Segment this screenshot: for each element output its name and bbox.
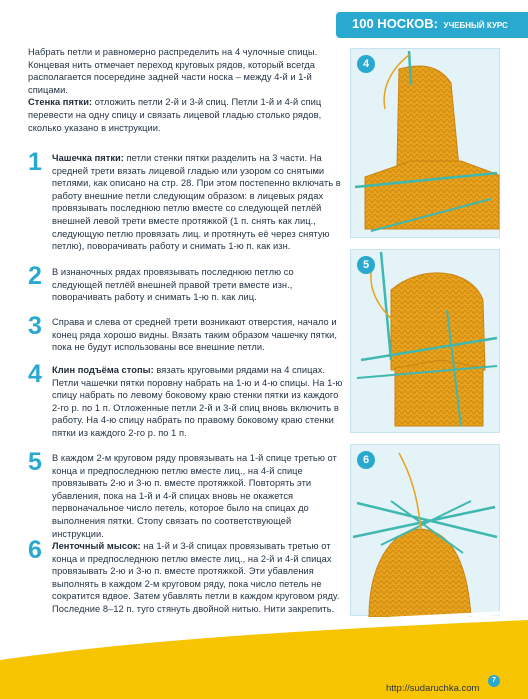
header-title xyxy=(352,16,508,31)
step-number: 1 xyxy=(28,148,42,176)
step-2 xyxy=(28,262,343,304)
step-body: В каждом 2-м круговом ряду провязывать на 1-й спице третью от конца и предпоследнюю петлю вместе лиц., на 4-й спице провязывать 2-ю и 3-ю п. вместе протяжкой. Повторять эти убавления, пока на 1-й и 4-й спицах вновь не окажется первоначальное число петель, которое было на спицах до выполнения пятки. Стопу связать по соответствующей инструкции. xyxy=(52,453,337,539)
step-body: петли стенки пятки разделить на 3 части. На средней трети вязать лицевой гладью или узором со снятыми петлями, как описано на стр. 28. При этом постепенно включать в работу внешние петли следующим образом: в лицевых рядах провязывать последнюю петлю вместе со следующей петлёй внешней левой трети вместе протяжкой (1 п. снять как лиц., следующую петлю провязать лиц. и протянуть её через снятую петлю), поворачивать работу и снимать 1-ю п. как изн. xyxy=(52,153,341,252)
panel-number-badge: 4 xyxy=(357,55,375,73)
heel-wall-text: отложить петли 2-й и 3-й спиц. Петли 1-й и 4-й спиц перевести на одну спицу и связать лицевой гладью столько рядов, сколько указано в инструкции. xyxy=(28,97,322,133)
step-text xyxy=(52,152,343,253)
step-body: Справа и слева от средней трети возникают отверстия, начало и конец ряда хорошо видны. Вязать таким образом чашечку пятки, пока не будут использованы все внешние петли. xyxy=(52,317,338,353)
step-text xyxy=(52,364,343,440)
panel-number-badge: 6 xyxy=(357,451,375,469)
illustration-panel-6 xyxy=(350,444,500,616)
header-subtitle: УЧЕБНЫЙ КУРС xyxy=(443,21,508,30)
page-number: 7 xyxy=(488,675,500,687)
heel-cup-illustration xyxy=(351,250,501,434)
step-text xyxy=(52,266,343,304)
header-title-main: 100 НОСКОВ: xyxy=(352,16,438,31)
heel-wall-heading: Стенка пятки: xyxy=(28,97,93,108)
step-text xyxy=(52,452,343,540)
toe-illustration xyxy=(351,445,501,617)
watermark-url[interactable]: http://sudaruchka.com xyxy=(386,683,480,694)
step-5 xyxy=(28,448,343,540)
step-number: 6 xyxy=(28,536,42,564)
step-text xyxy=(52,316,343,354)
illustration-panel-4 xyxy=(350,48,500,238)
step-number: 5 xyxy=(28,448,42,476)
heel-wall-paragraph xyxy=(28,96,343,134)
step-number: 4 xyxy=(28,360,42,388)
step-1 xyxy=(28,148,343,253)
step-3 xyxy=(28,312,343,354)
heel-flap-illustration xyxy=(351,49,501,239)
text-column xyxy=(28,46,343,614)
step-body: В изнаночных рядах провязывать последнюю петлю со следующей петлёй внешней правой трети вместе изн., поворачивать работу и снимать 1-ю п. как лиц. xyxy=(52,267,294,303)
step-body: на 1-й и 3-й спицах провязывать третью от конца и предпоследнюю петлю вместе лиц., на 2-й и 4-й спицах провязывать 2-ю и 3-ю п. вместе протяжкой. Эти убавления выполнять в каждом 2-м круговом ряду, пока число петель не сократится вдвое. Затем убавлять петли в каждом круговом ряду. Последние 8–12 п. туго стянуть двойной нитью. Нити закрепить. xyxy=(52,541,340,614)
step-number: 3 xyxy=(28,312,42,340)
step-body: вязать круговыми рядами на 4 спицах. Петли чашечки пятки поровну набрать на 1-ю и 4-ю спицы. На 1-ю спицу набрать по левому боковому краю стенки пятки из каждого 2-го р. по 1 п. Отложенные петли 2-й и 3-й спиц вновь включить в работу. На 4-ю спицу набрать по правому боковому краю стенки пятки из каждого 2-го р. по 1 п. xyxy=(52,365,343,438)
intro-paragraph: Набрать петли и равномерно распределить на 4 чулочные спицы. Концевая нить отмечает переход круговых рядов, который всегда располагается посередине задней части носка – между 4-й и 1-й спицами. xyxy=(28,47,318,95)
step-heading: Чашечка пятки: xyxy=(52,153,124,163)
step-heading: Ленточный мысок: xyxy=(52,541,141,551)
panel-number-badge: 5 xyxy=(357,256,375,274)
step-number: 2 xyxy=(28,262,42,290)
step-4 xyxy=(28,360,343,440)
step-heading: Клин подъёма стопы: xyxy=(52,365,154,375)
illustration-panel-5 xyxy=(350,249,500,433)
